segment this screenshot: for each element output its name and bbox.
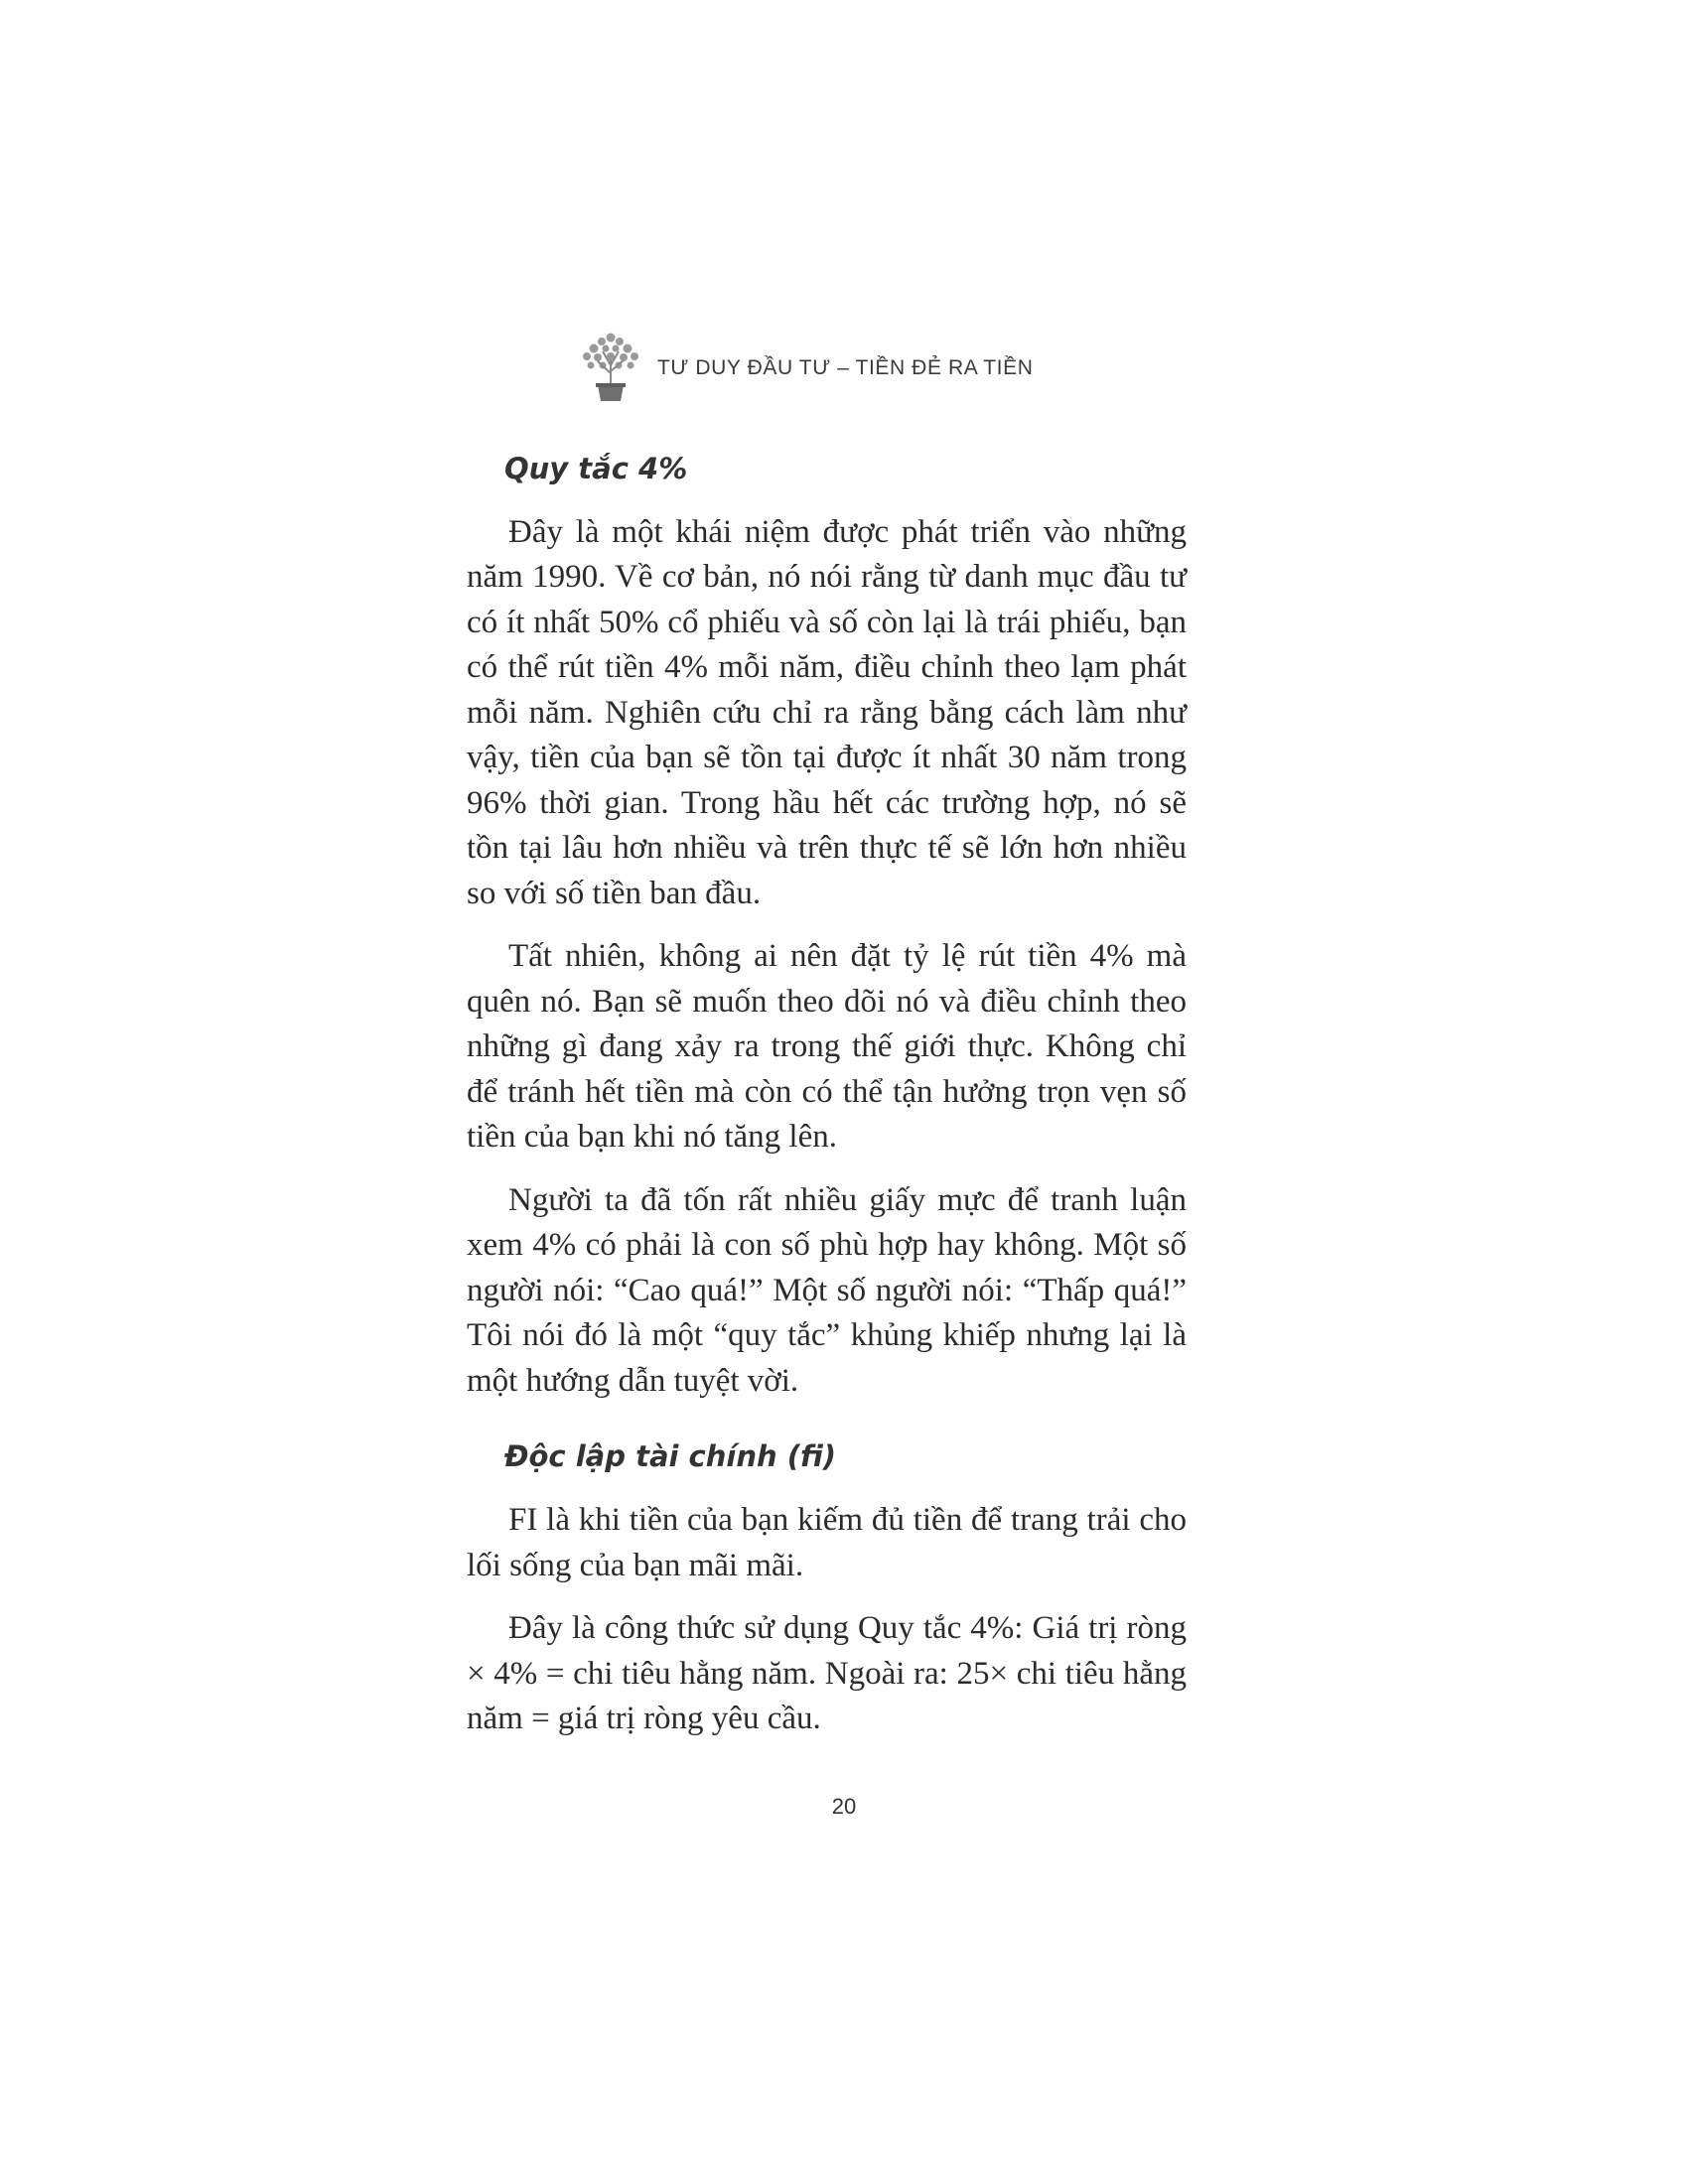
- running-header: [576, 330, 1034, 403]
- section-heading-financial-independence: Độc lập tài chính (fi): [504, 1439, 837, 1474]
- paragraph: Đây là công thức sử dụng Quy tắc 4%: Giá trị ròng × 4% = chi tiêu hằng năm. Ngoài ra: 25× chi tiêu hằng năm = giá trị ròng yêu cầu.: [467, 1610, 1187, 1737]
- page-number: 20: [831, 1794, 857, 1819]
- paragraph: Đây là một khái niệm được phát triển vào những năm 1990. Về cơ bản, nó nói rằng từ danh mục đầu tư có ít nhất 50% cổ phiếu và số còn lại là trái phiếu, bạn có thể rút tiền 4% mỗi năm, điều chỉnh theo lạm phát mỗi năm. Nghiên cứu chỉ ra rằng bằng cách làm như vậy, tiền của bạn sẽ tồn tại được ít nhất 30 năm trong 96% thời gian. Trong hầu hết các trường hợp, nó sẽ tồn tại lâu hơn nhiều và trên thực tế sẽ lớn hơn nhiều so với số tiền ban đầu.: [467, 513, 1187, 911]
- bonsai-tree-icon: [576, 330, 645, 403]
- section-heading-4-percent-rule: Quy tắc 4%: [504, 452, 688, 485]
- paragraph: FI là khi tiền của bạn kiếm đủ tiền để trang trải cho lối sống của bạn mãi mãi.: [467, 1502, 1187, 1583]
- page-content: [467, 452, 1187, 1760]
- running-header-title: TƯ DUY ĐẦU TƯ – TIỀN ĐẺ RA TIỀN: [657, 356, 1034, 379]
- paragraph: Tất nhiên, không ai nên đặt tỷ lệ rút tiền 4% mà quên nó. Bạn sẽ muốn theo dõi nó và điều chỉnh theo những gì đang xảy ra trong thế giới thực. Không chỉ để tránh hết tiền mà còn có thể tận hưởng trọn vẹn số tiền của bạn khi nó tăng lên.: [467, 938, 1187, 1156]
- paragraph: Người ta đã tốn rất nhiều giấy mực để tranh luận xem 4% có phải là con số phù hợp hay không. Một số người nói: “Cao quá!” Một số người nói: “Thấp quá!” Tôi nói đó là một “quy tắc” khủng khiếp nhưng lại là một hướng dẫn tuyệt vời.: [467, 1181, 1187, 1399]
